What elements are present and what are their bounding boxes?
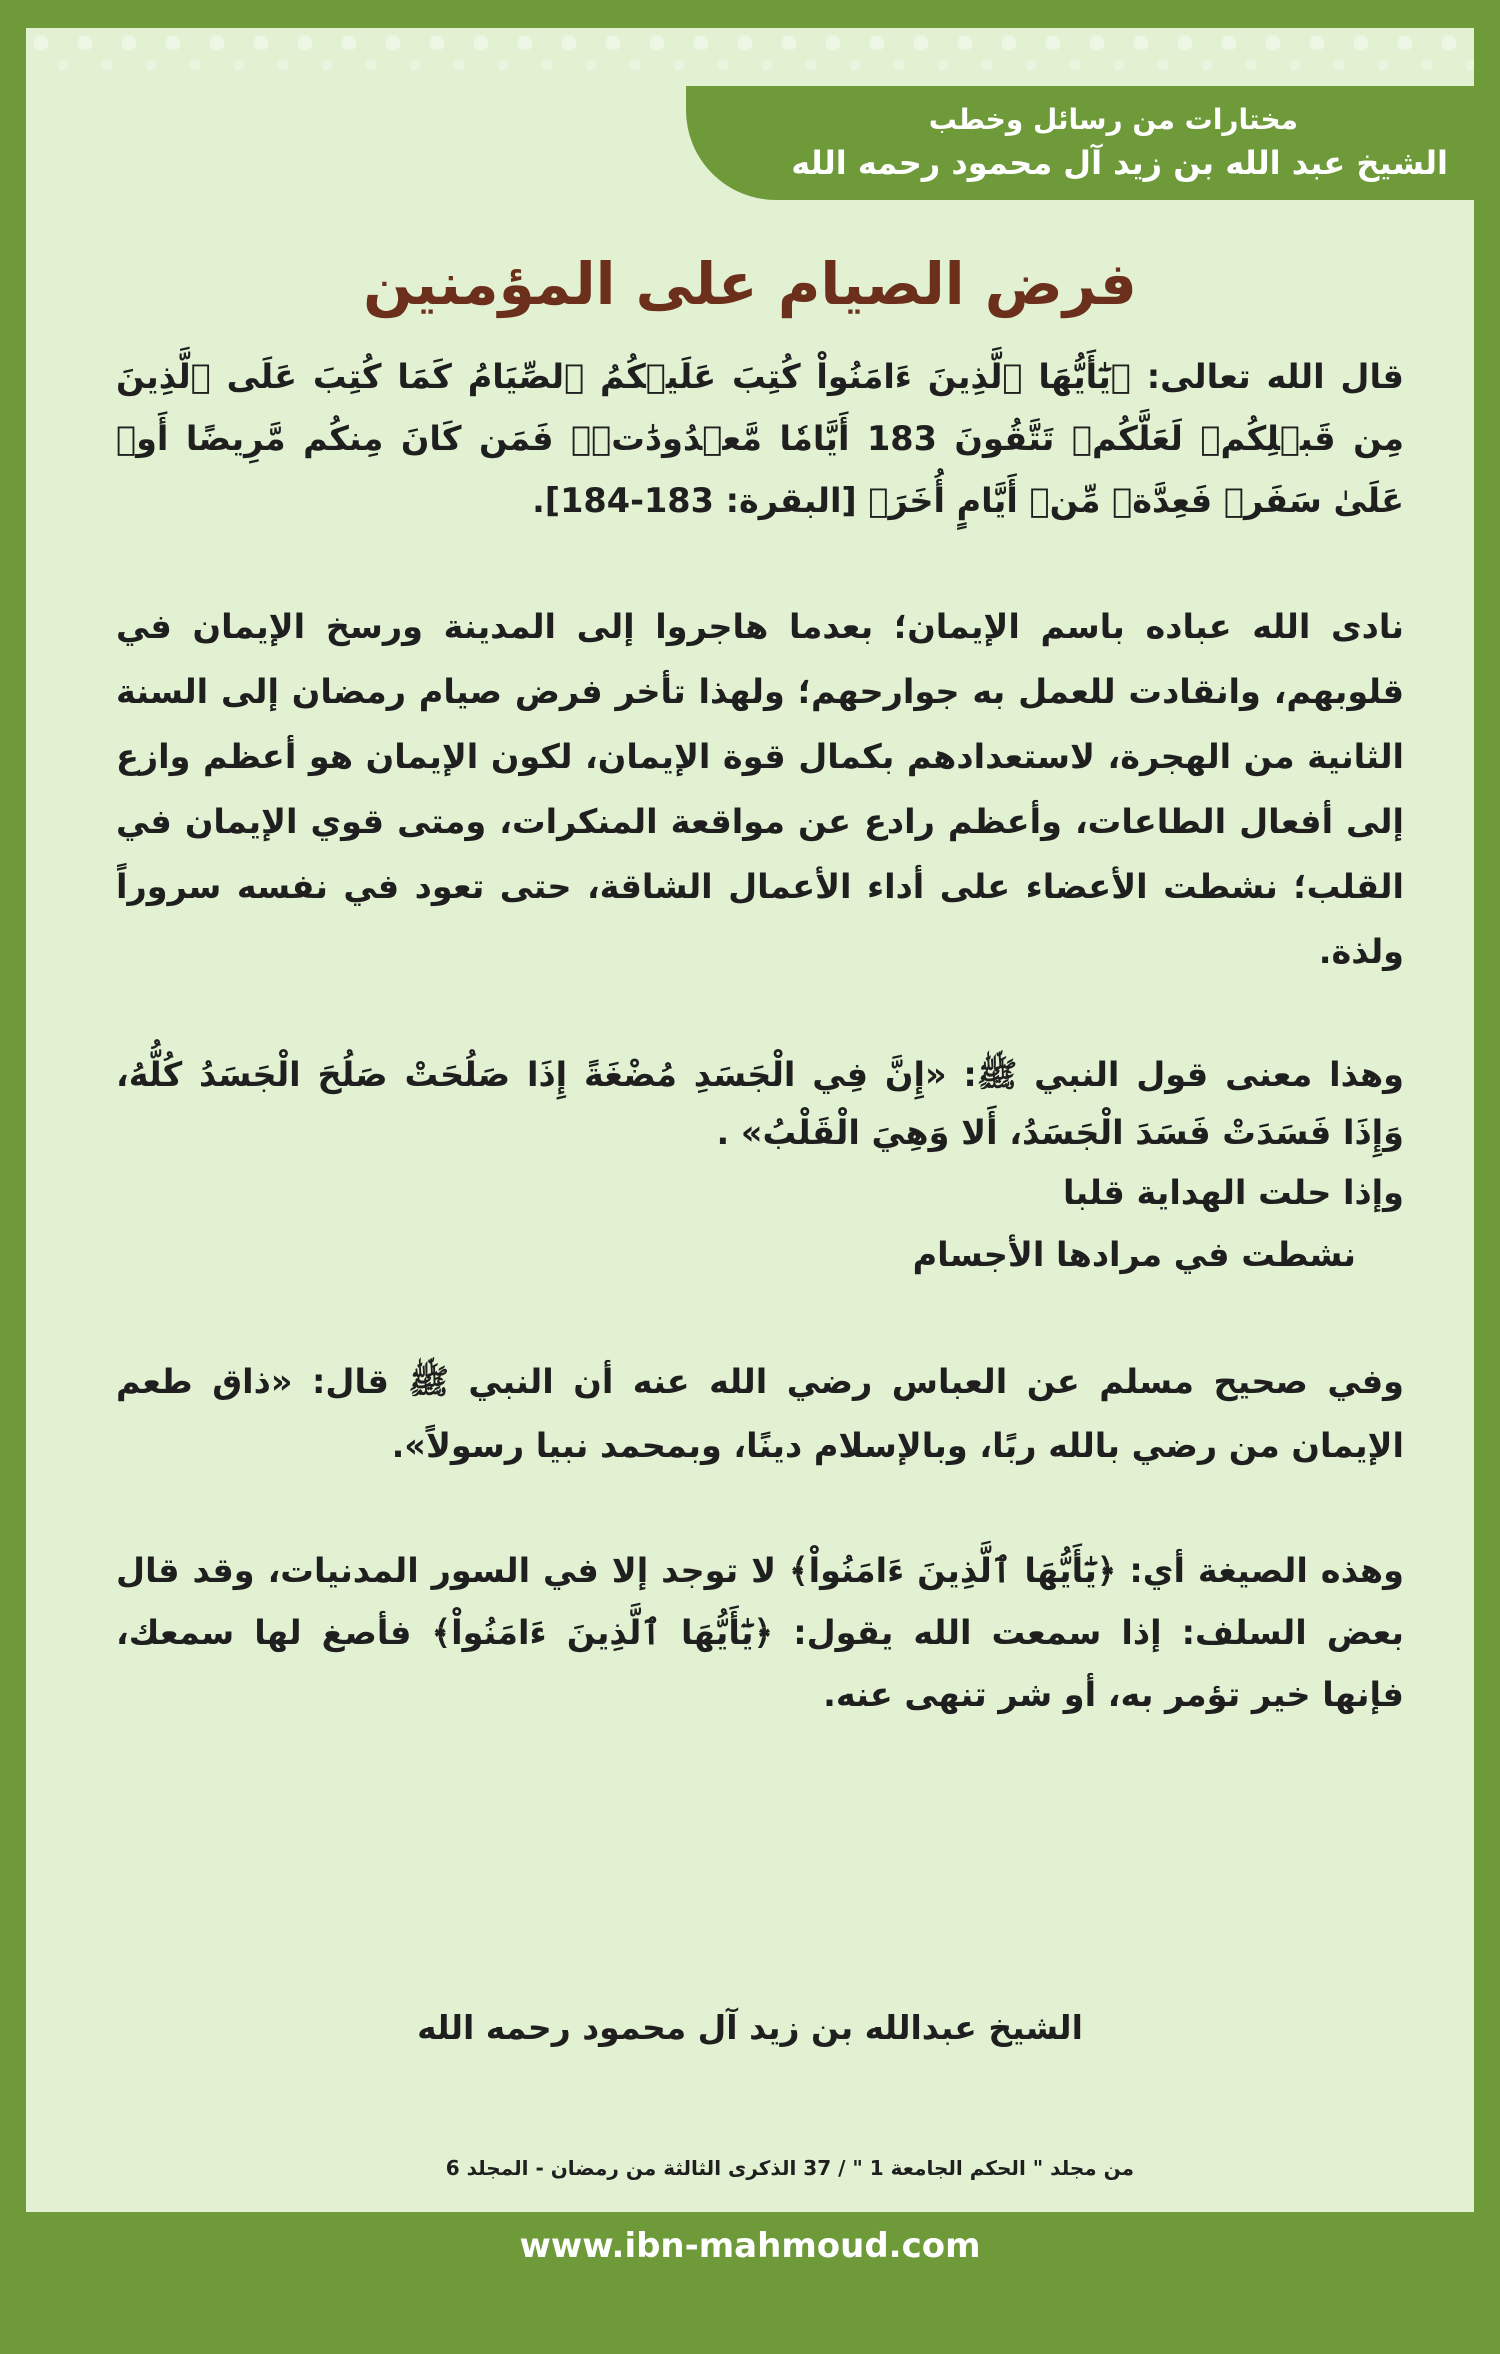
poem-verse-2: نشطت في مرادها الأجسام bbox=[912, 1235, 1356, 1274]
poem-verse-1: وإذا حلت الهداية قلبا bbox=[1062, 1173, 1404, 1212]
article-body bbox=[116, 346, 1404, 1726]
paragraph-sigha: وهذه الصيغة أي: ﴿يَٰٓأَيُّهَا ٱلَّذِينَ ءَامَنُواْ﴾ لا توجد إلا في السور المدنيات، وقد قال بعض السلف: إذا سمعت الله يقول: ﴿يَٰٓأَيُّهَا ٱلَّذِينَ ءَامَنُواْ﴾ فأصغ لها سمعك، فإنها خير تؤمر به، أو شر تنهى عنه. bbox=[116, 1551, 1404, 1714]
hadith-paragraph: وهذا معنى قول النبي ﷺ: «إِنَّ فِي الْجَسَدِ مُضْغَةً إِذَا صَلُحَتْ صَلُحَ الْجَسَدُ كُلُّهُ، وَإِذَا فَسَدَتْ فَسَدَ الْجَسَدُ، أَلا وَهِيَ الْقَلْبُ» . bbox=[116, 1055, 1404, 1152]
website-link[interactable]: www.ibn-mahmoud.com bbox=[519, 2226, 981, 2266]
decorative-pattern bbox=[26, 28, 1474, 80]
source-citation: من مجلد " الحكم الجامعة 1 " / 37 الذكرى الثالثة من رمضان - المجلد 6 bbox=[445, 2156, 1134, 2180]
header-band bbox=[686, 86, 1474, 200]
article-title: فرض الصيام على المؤمنين bbox=[363, 250, 1137, 318]
header-author: الشيخ عبد الله بن زيد آل محمود رحمه الله bbox=[791, 144, 1448, 182]
header-subtitle: مختارات من رسائل وخطب bbox=[928, 103, 1298, 136]
quran-paragraph: قال الله تعالى: ﴿يَٰٓأَيُّهَا ٱلَّذِينَ ءَامَنُواْ كُتِبَ عَلَيۡكُمُ ٱلصِّيَامُ كَمَا كُتِبَ عَلَى ٱلَّذِينَ مِن قَبۡلِكُمۡ لَعَلَّكُمۡ تَتَّقُونَ 183 أَيَّامٗا مَّعۡدُودَٰتٖۚ فَمَن كَانَ مِنكُم مَّرِيضًا أَوۡ عَلَىٰ سَفَرٖ فَعِدَّةٞ مِّنۡ أَيَّامٍ أُخَرَ﴾ [البقرة: 183-184]. bbox=[116, 357, 1405, 520]
muslim-hadith-paragraph: وفي صحيح مسلم عن العباس رضي الله عنه أن النبي ﷺ قال: «ذاق طعم الإيمان من رضي بالله ربًا، وبالإسلام دينًا، وبمحمد نبيا رسولاً». bbox=[116, 1362, 1404, 1465]
content-panel bbox=[26, 28, 1474, 2212]
paragraph-iman: نادى الله عباده باسم الإيمان؛ بعدما هاجروا إلى المدينة ورسخ الإيمان في قلوبهم، وانقادت للعمل به جوارحهم؛ ولهذا تأخر فرض صيام رمضان إلى السنة الثانية من الهجرة، لاستعدادهم بكمال قوة الإيمان، لكون الإيمان هو أعظم وازع إلى أفعال الطاعات، وأعظم رادع عن مواقعة المنكرات، ومتى قوي الإيمان في القلب؛ نشطت الأعضاء على أداء الأعمال الشاقة، حتى تعود في نفسه سروراً ولذة. bbox=[116, 607, 1404, 971]
signature: الشيخ عبدالله بن زيد آل محمود رحمه الله bbox=[417, 2008, 1083, 2047]
